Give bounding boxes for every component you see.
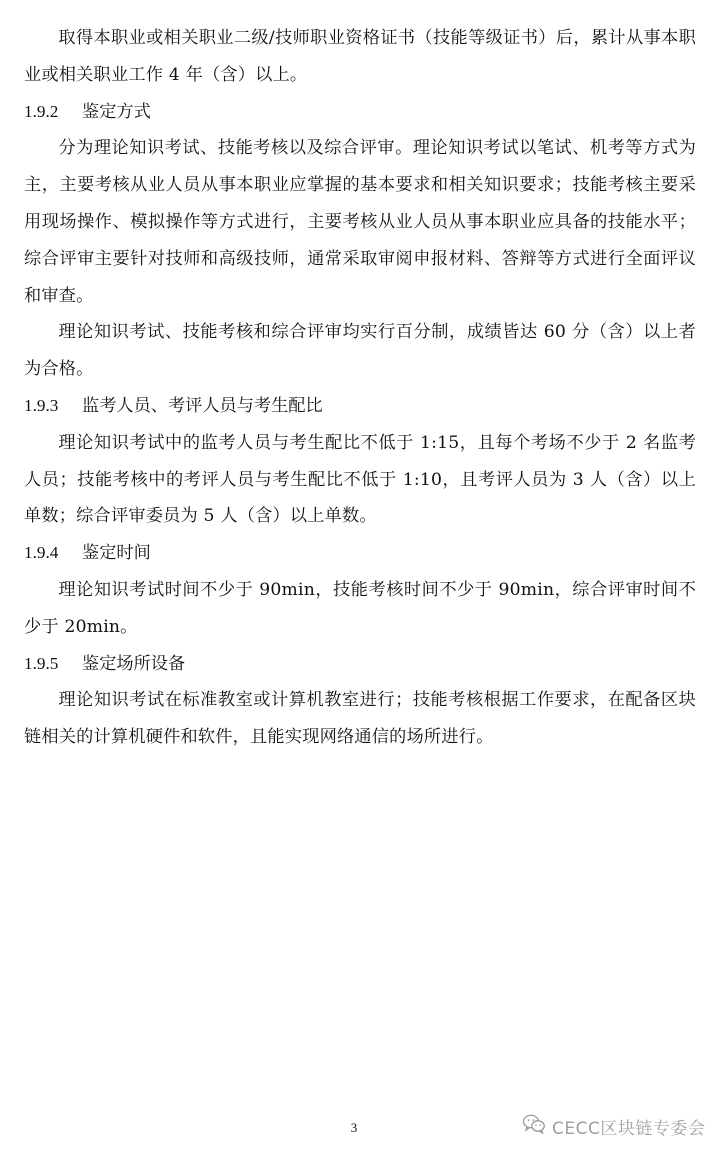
paragraph-assessment-method: 分为理论知识考试、技能考核以及综合评审。理论知识考试以笔试、机考等方式为主，主要考核从业人员从事本职业应掌握的基本要求和相关知识要求；技能考核主要采用现场操作、模拟操作等方式进行，主要考核从业人员从事本职业应具备的技能水平；综合评审主要针对技师和高级技师，通常采取审阅申报材料、答辩等方式进行全面评议和审查。 bbox=[24, 138, 696, 306]
section-title: 监考人员、考评人员与考生配比 bbox=[82, 395, 323, 416]
section-title: 鉴定时间 bbox=[82, 543, 151, 564]
paragraph-assessment-time: 理论知识考试时间不少于 90min，技能考核时间不少于 90min，综合评审时间不少于 20min。 bbox=[24, 579, 696, 637]
paragraph-venue-equipment: 理论知识考试在标准教室或计算机教室进行；技能考核根据工作要求，在配备区块链相关的计算机硬件和软件，且能实现网络通信的场所进行。 bbox=[24, 690, 696, 748]
paragraph-staff-ratio: 理论知识考试中的监考人员与考生配比不低于 1:15，且每个考场不少于 2 名监考人员；技能考核中的考评人员与考生配比不低于 1:10，且考评人员为 3 人（含）以上单数；综合评审委员为 5 人（含）以上单数。 bbox=[24, 432, 696, 527]
section-heading-1-9-3 bbox=[24, 388, 696, 425]
paragraph-scoring: 理论知识考试、技能考核和综合评审均实行百分制，成绩皆达 60 分（含）以上者为合格。 bbox=[24, 322, 696, 380]
section-number: 1.9.3 bbox=[24, 395, 59, 415]
watermark bbox=[522, 1112, 705, 1140]
watermark-text: CECC区块链专委会 bbox=[552, 1118, 706, 1139]
section-heading-1-9-5 bbox=[24, 646, 696, 683]
section-heading-1-9-2 bbox=[24, 94, 696, 131]
section-number: 1.9.5 bbox=[24, 653, 59, 673]
section-number: 1.9.2 bbox=[24, 101, 59, 121]
paragraph-qualification: 取得本职业或相关职业二级/技师职业资格证书（技能等级证书）后，累计从事本职业或相关职业工作 4 年（含）以上。 bbox=[24, 28, 696, 85]
section-title: 鉴定方式 bbox=[82, 101, 151, 122]
wechat-icon bbox=[522, 1113, 546, 1140]
section-number: 1.9.4 bbox=[24, 543, 59, 563]
section-title: 鉴定场所设备 bbox=[82, 653, 186, 674]
section-heading-1-9-4 bbox=[24, 535, 696, 572]
page-number: 3 bbox=[350, 1120, 358, 1135]
